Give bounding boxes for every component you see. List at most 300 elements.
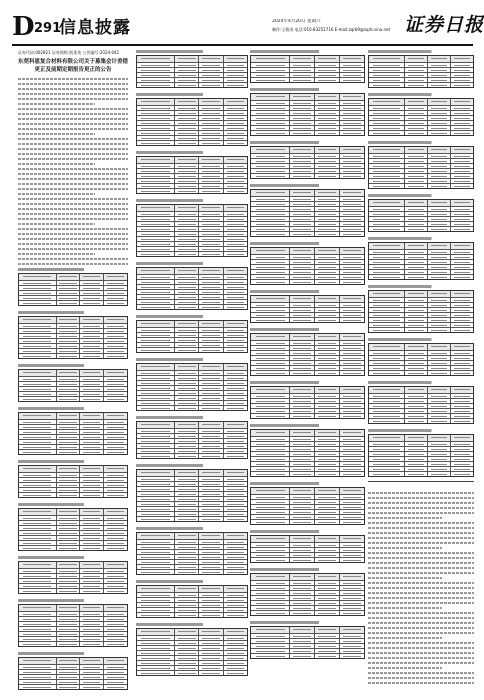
data-table [18,273,128,306]
table-row [137,342,247,347]
table-cell [223,560,247,564]
table-cell [137,671,174,675]
table-row [251,387,364,393]
table-row [137,226,247,231]
table-cell [289,126,314,130]
table-cell [369,68,404,72]
table-cell [450,371,473,375]
table-cell [223,212,247,216]
table-row [251,595,364,600]
table-cell [223,586,247,592]
table-cell [404,328,427,332]
table-cell [339,414,364,418]
table-cell [223,598,247,602]
table-row [251,190,364,196]
table-row [19,562,127,568]
table-row [251,393,364,398]
table-cell [223,646,247,650]
text-line [18,248,128,250]
table-cell [289,78,314,82]
table-cell [223,550,247,554]
table-cell [289,394,314,398]
table-cell [174,565,198,569]
table-cell [251,255,289,259]
table-cell [198,275,222,279]
table-cell [450,174,473,178]
table-row [251,580,364,585]
table-cell [198,174,222,178]
table-cell [251,334,289,340]
table-cell [223,280,247,284]
table-cell [427,409,450,413]
table-cell [314,452,339,456]
table-cell [79,349,103,353]
table-cell [251,387,289,393]
table-row [19,578,127,583]
table-cell [450,111,473,115]
table-cell [174,444,198,448]
table-cell [174,517,198,521]
table-cell [339,394,364,398]
table-row [137,163,247,168]
table-cell [56,516,80,520]
table-cell [137,646,174,650]
table-cell [404,452,427,456]
table-cell [404,99,427,105]
table-cell [56,329,80,333]
table-cell [56,536,80,540]
table-cell [174,540,198,544]
table-cell [289,280,314,284]
table-row [137,77,247,82]
table-cell [79,291,103,295]
masthead [0,0,484,44]
table-cell [251,457,289,461]
table-cell [314,68,339,72]
table-cell [450,356,473,360]
table-cell [450,308,473,312]
text-line [368,647,474,649]
table-cell [339,611,364,615]
table-cell [137,502,174,506]
table-row [137,130,247,135]
table-caption [18,460,128,463]
table-cell [289,232,314,236]
table-cell [56,637,80,641]
table-row [251,504,364,509]
table-cell [289,121,314,125]
table-cell [79,562,103,568]
table-cell [223,439,247,443]
table-row [137,105,247,110]
table-cell [369,154,404,158]
table-cell [19,637,56,641]
table-row [137,448,247,453]
table-cell [223,63,247,67]
table-cell [427,126,450,130]
table-cell [137,232,174,236]
table-cell [56,445,80,449]
table-cell [79,546,103,550]
table-cell [450,78,473,82]
table-cell [79,509,103,515]
table-row [251,216,364,221]
table-cell [289,334,314,340]
table-caption [250,530,365,533]
table-cell [137,439,174,443]
table-cell [251,147,289,153]
table-cell [56,334,80,338]
table-cell [137,141,174,145]
table-cell [223,517,247,521]
table-row [137,67,247,72]
table-cell [103,589,127,593]
text-line [18,153,128,155]
table-cell [198,268,222,274]
table-row [137,481,247,486]
table-cell [137,593,174,597]
table-row [19,509,127,515]
table-cell [223,111,247,115]
table-row [251,648,364,653]
table-row [369,125,473,130]
table-cell [289,190,314,196]
table-row [369,243,473,249]
table-cell [174,63,198,67]
table-cell [223,179,247,183]
table-cell [289,536,314,542]
table-cell [198,141,222,145]
table-cell [79,658,103,664]
table-cell [369,361,404,365]
table-row [369,168,473,173]
text-line [368,507,474,509]
table-row [137,231,247,236]
text-line [368,672,474,674]
table-cell [198,487,222,491]
table-cell [174,381,198,385]
table-cell [427,404,450,408]
table-cell [427,121,450,125]
table-row [137,62,247,67]
table-cell [174,121,198,125]
table-row [137,564,247,569]
table-cell [198,285,222,289]
text-line [18,193,95,195]
table-cell [56,584,80,588]
table-row [19,413,127,419]
table-cell [223,540,247,544]
table-cell [314,581,339,585]
table-cell [251,212,289,216]
date-line: 2024年4月20日 星期六 [272,19,321,24]
table-cell [198,439,222,443]
table-cell [198,381,222,385]
text-line [368,592,474,594]
column-1 [18,50,128,690]
table-cell [314,318,339,322]
table-row [137,157,247,163]
table-cell [289,495,314,499]
table-cell [404,394,427,398]
table-cell [103,466,127,472]
table-row [369,360,473,365]
table-cell [314,280,339,284]
table-cell [19,658,56,664]
table-cell [79,286,103,290]
table-row [19,434,127,439]
table-cell [56,317,80,323]
table-cell [251,399,289,403]
table-cell [251,452,289,456]
table-cell [427,116,450,120]
table-cell [174,560,198,564]
table-cell [339,101,364,105]
table-cell [174,189,198,193]
table-cell [79,274,103,280]
table-cell [56,420,80,424]
table-cell [174,179,198,183]
text-line [18,228,128,230]
data-table [250,535,365,563]
table-cell [79,605,103,611]
table-cell [103,334,127,338]
table-cell [79,354,103,358]
table-row [369,398,473,403]
table-cell [404,147,427,153]
table-cell [339,553,364,557]
text-line [368,637,442,639]
table-cell [174,333,198,337]
table-cell [314,174,339,178]
table-cell [404,323,427,327]
table-row [251,94,364,100]
table-row [251,269,364,274]
table-cell [289,212,314,216]
table-cell [56,339,80,343]
table-cell [289,387,314,393]
table-cell [404,250,427,254]
table-cell [339,190,364,196]
table-row [19,444,127,449]
table-cell [174,636,198,640]
table-cell [198,321,222,327]
table-cell [103,344,127,348]
table-cell [404,467,427,471]
table-cell [79,382,103,386]
table-cell [251,169,289,173]
table-cell [137,68,174,72]
table-row [137,539,247,544]
table-cell [450,442,473,446]
table-cell [79,334,103,338]
table-cell [289,574,314,580]
table-cell [339,361,364,365]
table-cell [369,447,404,451]
table-cell [339,510,364,514]
table-cell [314,457,339,461]
data-table [368,343,474,376]
table-cell [198,608,222,612]
table-cell [369,99,404,105]
table-cell [339,649,364,653]
table-cell [137,212,174,216]
table-row [251,600,364,605]
table-cell [404,159,427,163]
table-cell [404,344,427,350]
table-cell [56,493,80,497]
table-cell [314,548,339,552]
table-block [368,381,474,424]
data-table [18,508,128,551]
table-cell [369,387,404,393]
table-cell [427,207,450,211]
table-row [369,120,473,125]
table-cell [450,154,473,158]
table-cell [198,540,222,544]
table-cell [137,83,174,87]
table-cell [404,73,427,77]
table-cell [137,364,174,370]
table-cell [339,68,364,72]
table-row [19,515,127,520]
table-cell [251,447,289,451]
table-cell [404,222,427,226]
table-cell [56,450,80,454]
table-row [251,605,364,610]
table-cell [404,270,427,274]
table-cell [450,184,473,188]
table-cell [427,462,450,466]
table-cell [198,184,222,188]
table-cell [427,131,450,135]
table-cell [137,391,174,395]
table-caption [368,50,474,53]
table-cell [174,268,198,274]
table-row [369,446,473,451]
table-row [251,398,364,403]
table-caption [136,151,248,154]
table-row [137,274,247,279]
table-cell [174,285,198,289]
table-cell [289,634,314,638]
table-cell [427,147,450,153]
table-cell [314,399,339,403]
text-line [368,667,442,669]
table-cell [427,472,450,476]
table-cell [137,401,174,405]
table-cell [19,642,56,646]
table-caption [250,242,365,245]
table-row [19,323,127,328]
text-line [368,682,474,684]
table-cell [79,339,103,343]
data-table [136,204,248,257]
table-cell [137,444,174,448]
table-row [137,597,247,602]
table-cell [404,56,427,62]
table-cell [314,169,339,173]
table-cell [103,430,127,434]
table-cell [103,562,127,568]
table-cell [369,472,404,476]
table-cell [19,541,56,545]
table-cell [19,425,56,429]
table-cell [19,546,56,550]
table-cell [103,569,127,573]
table-cell [339,654,364,658]
text-line [368,522,474,524]
table-cell [137,656,174,660]
table-cell [314,270,339,274]
table-block [368,429,474,477]
table-cell [314,164,339,168]
table-cell [369,419,404,423]
table-cell [223,237,247,241]
table-row [251,120,364,125]
table-row [137,470,247,476]
table-cell [223,56,247,62]
table-cell [251,520,289,524]
table-cell [339,404,364,408]
table-cell [251,106,289,110]
table-row [137,569,247,574]
table-row [369,72,473,77]
table-row [19,439,127,444]
data-table [18,465,128,498]
table-row [369,317,473,322]
table-block [18,311,128,359]
table-cell [56,627,80,631]
table-cell [339,111,364,115]
table-cell [369,255,404,259]
table-caption [250,184,365,187]
table-cell [339,442,364,446]
table-cell [450,164,473,168]
notice-code-line: 证券代码:002821 证券简称:凯莱英 公告编号:2024-041 [18,50,120,55]
text-line [368,677,474,679]
table-cell [251,197,289,201]
table-cell [103,450,127,454]
table-cell [79,377,103,381]
text-line [368,492,474,494]
table-cell [19,665,56,669]
table-cell [404,298,427,302]
table-cell [450,303,473,307]
table-cell [450,179,473,183]
table-cell [19,612,56,616]
table-row [251,201,364,206]
table-block [136,464,248,522]
table-cell [198,671,222,675]
table-cell [79,324,103,328]
table-cell [198,636,222,640]
table-cell [289,248,314,254]
table-cell [339,164,364,168]
table-cell [174,321,198,327]
table-cell [19,483,56,487]
table-cell [314,437,339,441]
table-cell [251,591,289,595]
table-block [250,88,365,136]
table-cell [251,265,289,269]
table-cell [289,404,314,408]
table-cell [339,467,364,471]
table-cell [404,260,427,264]
table-cell [314,334,339,340]
table-cell [223,174,247,178]
table-cell [198,565,222,569]
